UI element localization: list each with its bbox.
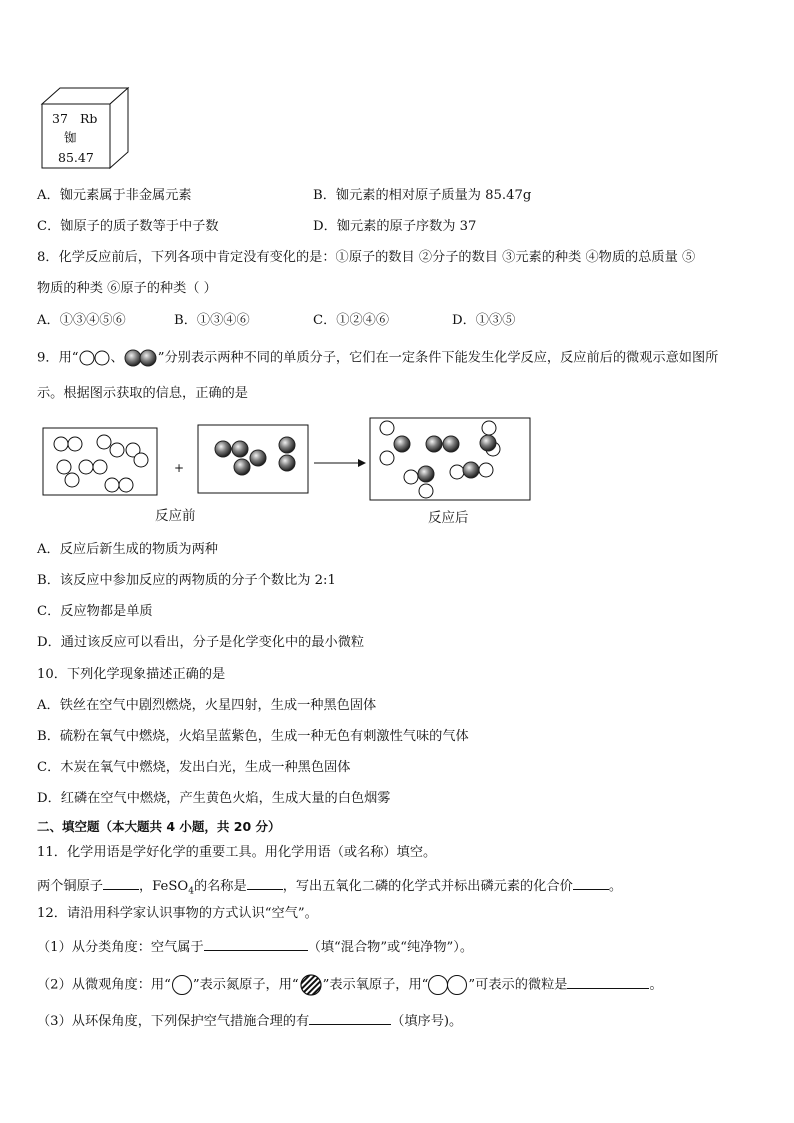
q12-sub2-e: 。 [649, 977, 663, 993]
q10-option-a: A．铁丝在空气中剧烈燃烧，火星四射，生成一种黑色固体 [37, 698, 377, 713]
reaction-diagram [0, 0, 794, 540]
q11-part2: ，FeSO [138, 879, 189, 894]
element-number: 37 [52, 111, 68, 126]
after-label: 反应后 [428, 510, 469, 526]
q7-option-b: B．铷元素的相对原子质量为 85.47g [313, 188, 532, 203]
q11-part3: 的名称是 [193, 879, 247, 894]
q8-option-b: B．①③④⑥ [174, 313, 250, 328]
q7-option-a: A．铷元素属于非金属元素 [37, 188, 192, 203]
element-symbol: Rb [80, 111, 98, 126]
q8-option-a: A．①③④⑤⑥ [37, 313, 126, 328]
q9-option-b: B．该反应中参加反应的两物质的分子个数比为 2:1 [37, 573, 336, 588]
q12-sub3-a: （3）从环保角度，下列保护空气措施合理的有 [37, 1014, 310, 1029]
oxygen-atom-icon [299, 973, 323, 997]
q9-suffix: ”分别表示两种不同的单质分子，它们在一定条件下能发生化学反应，反应前后的微观示意如图所 [157, 350, 719, 366]
element-name: 铷 [64, 130, 77, 145]
q9-option-a: A．反应后新生成的物质为两种 [37, 542, 218, 557]
q9-option-c: C．反应物都是单质 [37, 604, 153, 619]
q7-option-d: D．铷元素的原子序数为 37 [313, 219, 477, 234]
q11-part1: 两个铜原子 [37, 879, 103, 894]
q11-blank-1[interactable] [103, 876, 139, 890]
q11-part4: ，写出五氧化二磷的化学式并标出磷元素的化合价 [282, 879, 573, 894]
q11-blank-3[interactable] [573, 876, 609, 890]
before-label: 反应前 [155, 508, 196, 524]
q8-stem-line1: 8．化学反应前后，下列各项中肯定没有变化的是：①原子的数目 ②分子的数目 ③元素的种类 ④物质的总质量 ⑤ [37, 250, 696, 265]
q12-sub2-d: ”可表示的微粒是 [468, 977, 568, 993]
q12-sub2 [37, 973, 663, 997]
q11-part5: 。 [608, 879, 622, 894]
q9-option-d: D．通过该反应可以看出，分子是化学变化中的最小微粒 [37, 635, 365, 650]
q10-option-d: D．红磷在空气中燃烧，产生黄色火焰，生成大量的白色烟雾 [37, 791, 391, 806]
q12-sub3-b: （填序号)。 [391, 1014, 463, 1029]
q12-sub1-a: （1）从分类角度：空气属于 [37, 940, 204, 955]
q9-sep: 、 [110, 350, 124, 366]
nitrogen-molecule-icon [428, 974, 468, 996]
q8-option-d: D．①③⑤ [452, 313, 516, 328]
plus-sign: + [174, 461, 185, 475]
q12-sub1 [37, 937, 473, 956]
nitrogen-atom-icon [171, 974, 193, 996]
element-mass: 85.47 [58, 150, 94, 165]
q12-sub2-a: （2）从微观角度：用“ [37, 977, 171, 993]
q10-option-c: C．木炭在氧气中燃烧，发出白光，生成一种黑色固体 [37, 760, 351, 775]
q10-stem: 10．下列化学现象描述正确的是 [37, 667, 226, 682]
q12-blank-3[interactable] [309, 1011, 391, 1025]
section2-title: 二、填空题（本大题共 4 小题，共 20 分） [37, 819, 281, 834]
q12-sub2-b: ”表示氮原子，用“ [192, 977, 299, 993]
q9-prefix: 9．用“ [37, 350, 79, 366]
q12-blank-1[interactable] [204, 937, 308, 951]
q8-option-c: C．①②④⑥ [313, 313, 390, 328]
q12-blank-2[interactable] [567, 975, 649, 989]
q11-line [37, 876, 622, 900]
q12-sub3 [37, 1011, 462, 1030]
q11-sub: 4 [188, 886, 194, 897]
q11-blank-2[interactable] [247, 876, 283, 890]
q8-stem-line2: 物质的种类 ⑥原子的种类（ ） [37, 281, 217, 296]
q9-stem-line2: 示。根据图示获取的信息，正确的是 [37, 386, 248, 401]
q10-option-b: B．硫粉在氧气中燃烧，火焰呈蓝紫色，生成一种无色有刺激性气味的气体 [37, 729, 469, 744]
q12-sub1-b: （填“混合物”或“纯净物”）。 [307, 940, 474, 955]
q11-stem: 11．化学用语是学好化学的重要工具。用化学用语（或名称）填空。 [37, 845, 437, 860]
q7-option-c: C．铷原子的质子数等于中子数 [37, 219, 219, 234]
q12-stem: 12．请沿用科学家认识事物的方式认识“空气”。 [37, 906, 318, 921]
q12-sub2-c: ”表示氧原子，用“ [322, 977, 429, 993]
